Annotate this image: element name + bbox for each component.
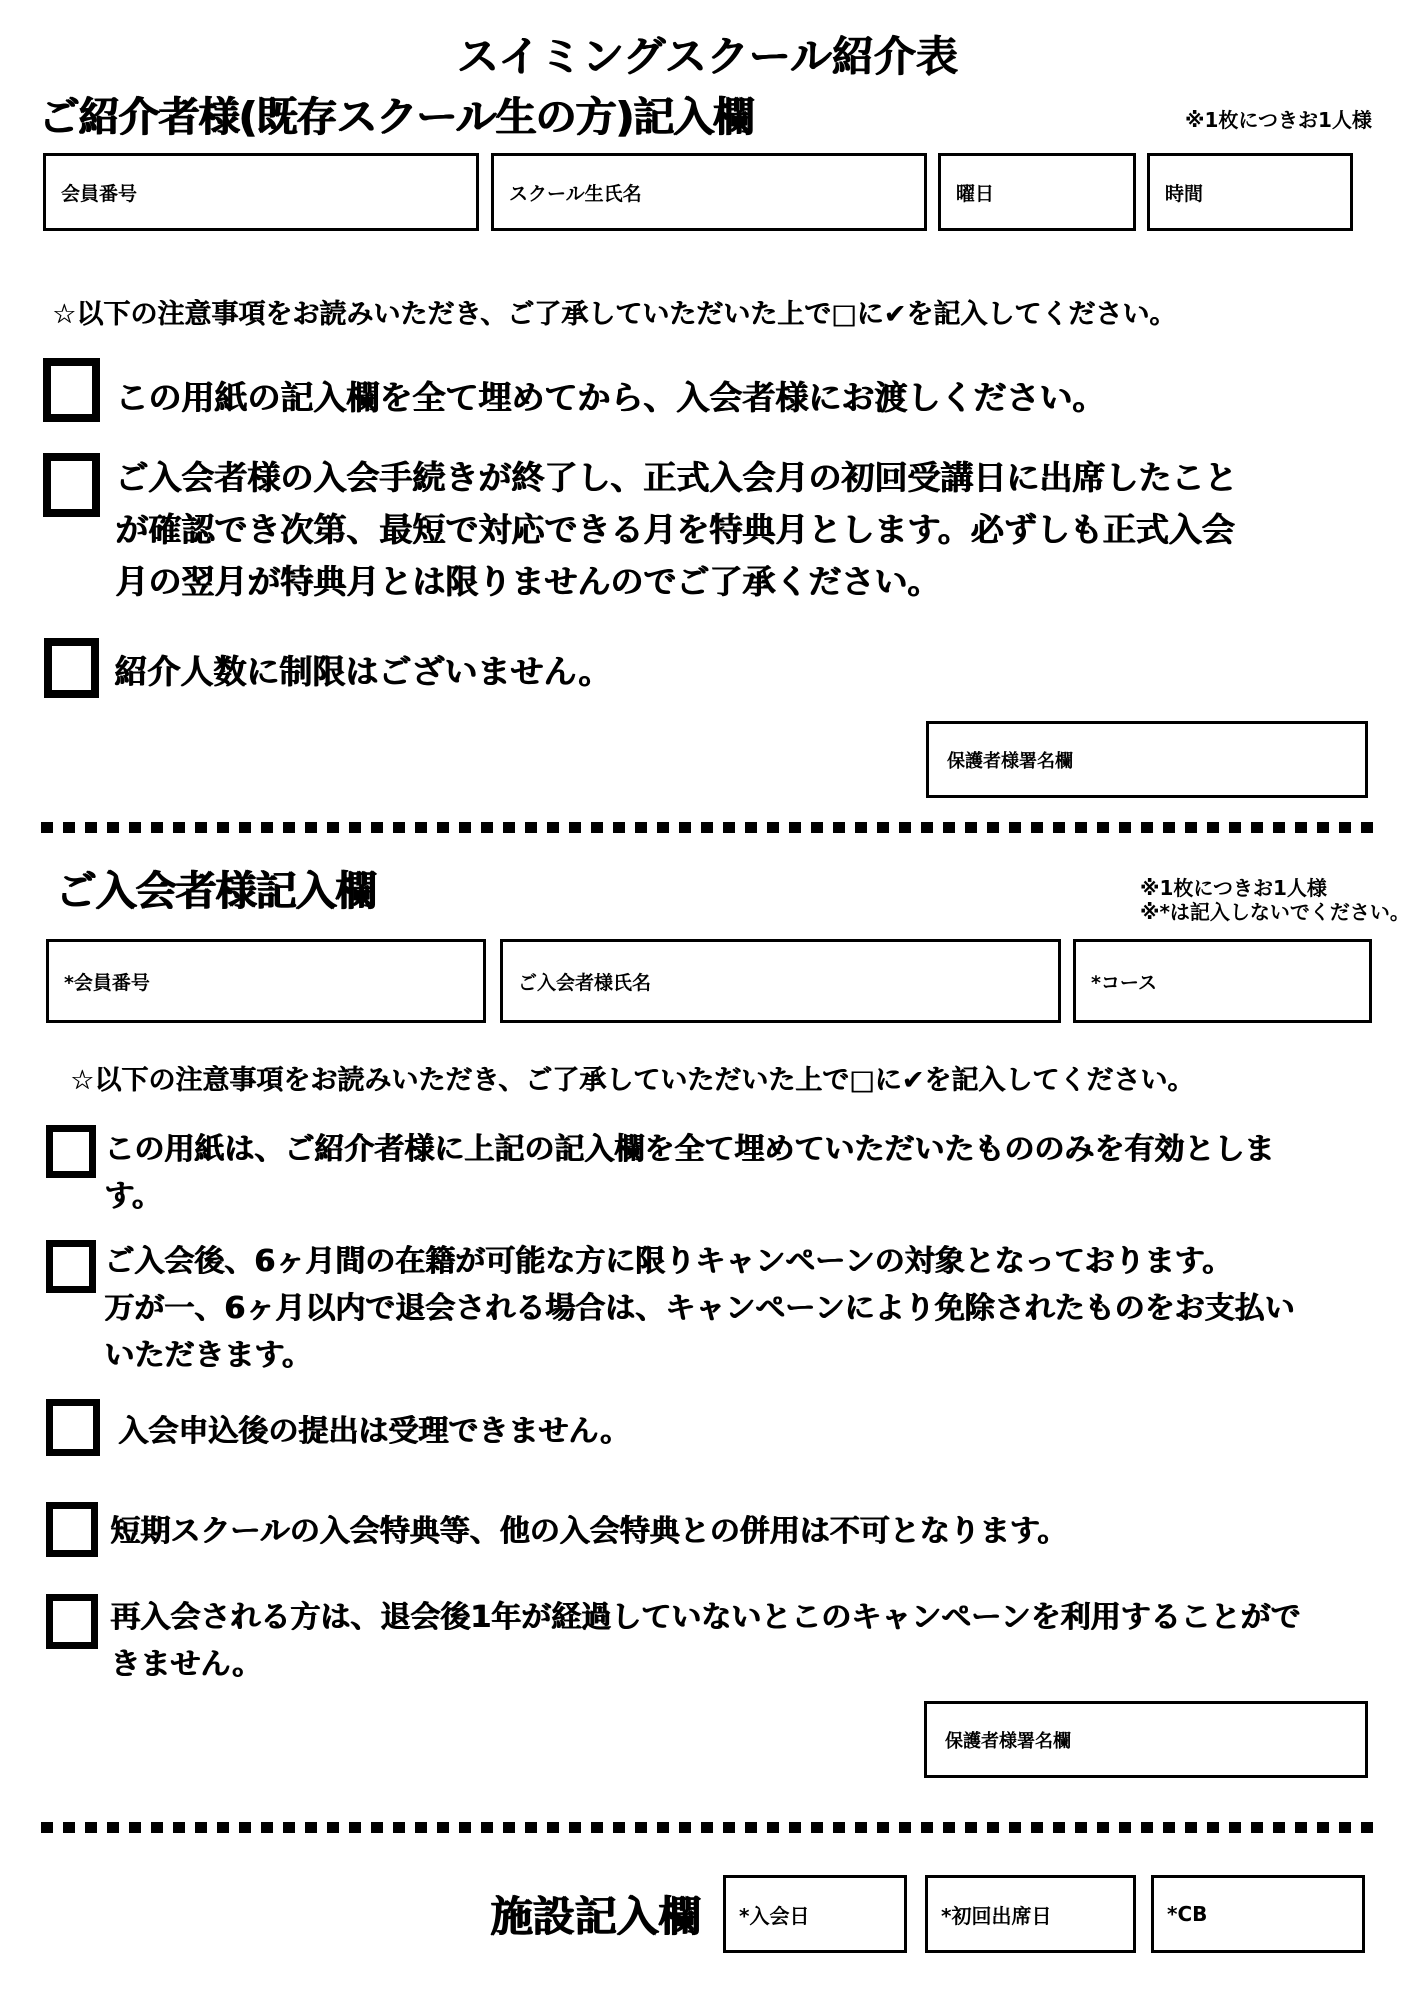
checkbox-item-text: この用紙は、ご紹介者様に上記の記入欄を全て埋めていただいたもののみを有効としま す。 [104,1132,1274,1214]
field-label: *コース [1091,971,1157,994]
member-number-field[interactable] [43,153,479,231]
field-label: *入会日 [739,1903,810,1928]
signature-label: 保護者様署名欄 [945,1730,1071,1752]
new-member-name-field[interactable] [500,939,1061,1023]
checkbox[interactable] [43,453,100,517]
section2-notes [1140,876,1410,924]
guardian-signature-field[interactable] [924,1701,1368,1778]
checkbox[interactable] [46,1399,100,1456]
cb-field[interactable] [1151,1875,1365,1953]
section1-instruction: ☆以下の注意事項をお読みいただき、ご了承していただいた上で□に✔を記入してください。 [52,299,1177,330]
checkbox[interactable] [46,1240,96,1293]
section2-instruction: ☆以下の注意事項をお読みいただき、ご了承していただいた上で□に✔を記入してください。 [70,1065,1195,1096]
field-label: *会員番号 [64,971,150,994]
checkbox-item-text: 再入会される方は、退会後1年が経過していないとこのキャンペーンを利用することがで きません。 [110,1600,1301,1682]
guardian-signature-field[interactable] [926,721,1368,798]
checkbox[interactable] [46,1502,98,1557]
page-title: スイミングスクール紹介表 [456,32,958,81]
field-label: 曜日 [956,182,995,205]
section1-heading: ご紹介者様(既存スクール生の方)記入欄 [38,93,753,141]
first-attendance-date-field[interactable] [925,1875,1136,1953]
checkbox-item-text: ご入会後、6ヶ月間の在籍が可能な方に限りキャンペーンの対象となっております。 万が一、6ヶ月以内で退会される場合は、キャンペーンにより免除されたものをお支払い いただきます。 [104,1244,1295,1373]
time-field[interactable] [1147,153,1353,231]
enrollment-date-field[interactable] [723,1875,907,1953]
new-member-number-field[interactable] [46,939,486,1023]
checkbox-item-text: この用紙の記入欄を全て埋めてから、入会者様にお渡しください。 [115,378,1105,417]
field-label: 時間 [1165,182,1204,205]
field-label: ご入会者様氏名 [518,971,652,994]
weekday-field[interactable] [938,153,1136,231]
field-label: スクール生氏名 [509,182,642,205]
checkbox-item-text: ご入会者様の入会手続きが終了し、正式入会月の初回受講日に出席したこと が確認でき次第、最短で対応できる月を特典月とします。必ずしも正式入会 月の翌月が特典月とは限りませんのでご了承ください。 [115,458,1237,601]
dashed-divider [41,1822,1382,1833]
checkbox-item-text: 短期スクールの入会特典等、他の入会特典との併用は不可となります。 [110,1514,1067,1549]
signature-label: 保護者様署名欄 [947,750,1073,772]
section1-per-sheet-note: ※1枚につきお1人様 [1185,108,1372,132]
field-label: *初回出席日 [941,1903,1052,1928]
section3-heading: 施設記入欄 [490,1892,701,1941]
field-label: 会員番号 [61,182,138,205]
section2-heading: ご入会者様記入欄 [55,867,375,915]
section2-per-sheet-note: ※1枚につきお1人様 [1140,876,1327,900]
checkbox[interactable] [46,1594,98,1649]
section2-asterisk-note: ※*は記入しないでください。 [1140,900,1410,924]
checkbox-item-text: 紹介人数に制限はございません。 [114,652,611,691]
dashed-divider [41,822,1382,833]
checkbox[interactable] [46,1125,96,1178]
field-label: *CB [1167,1902,1208,1926]
checkbox[interactable] [43,358,100,422]
checkbox[interactable] [44,638,99,698]
course-field[interactable] [1073,939,1372,1023]
checkbox-item-text: 入会申込後の提出は受理できません。 [118,1414,630,1449]
student-name-field[interactable] [491,153,927,231]
